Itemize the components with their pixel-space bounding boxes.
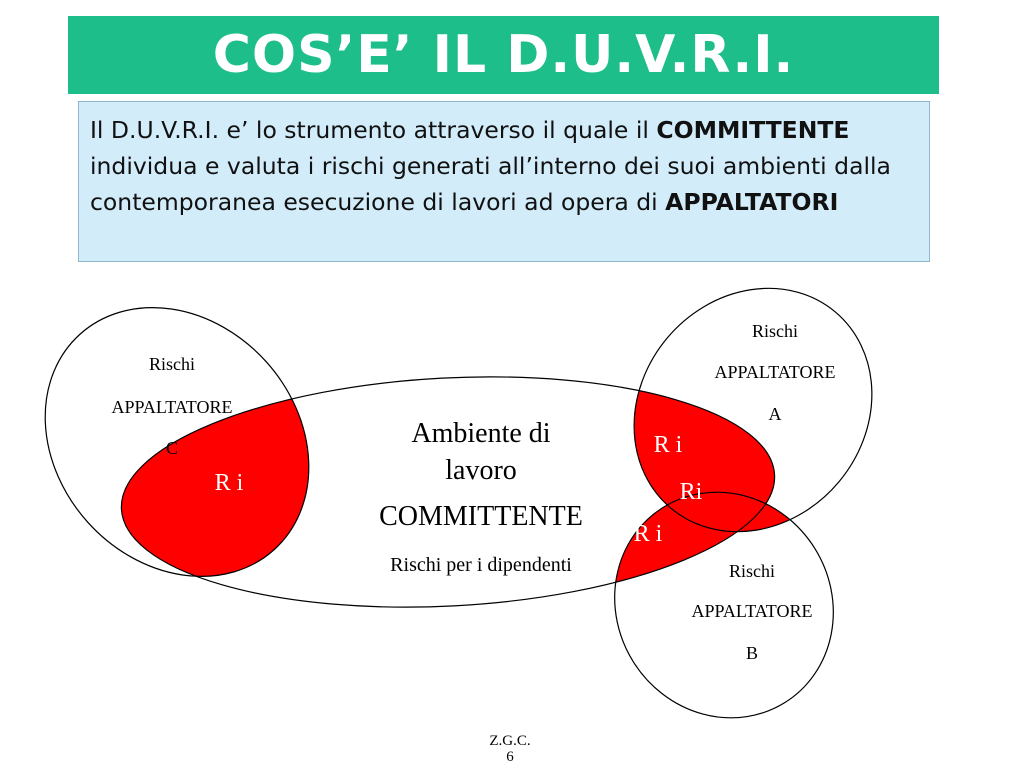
appaltatore-b-label-1: Rischi xyxy=(728,561,776,581)
appaltatore-c-label-2: APPALTATORE xyxy=(111,397,233,417)
overlap-label-ab: Ri xyxy=(679,479,703,505)
committente-label-1: Ambiente di xyxy=(411,418,551,449)
appaltatore-a-label-2: APPALTATORE xyxy=(714,362,836,382)
overlap-regions xyxy=(0,240,921,759)
page-title: COS’E’ IL D.U.V.R.I. xyxy=(212,25,795,85)
definition-text-1: Il D.U.V.R.I. e’ lo strumento attraverso il quale il xyxy=(90,116,657,144)
appaltatore-b-label-3: B xyxy=(745,643,759,663)
footer-author: Z.G.C. xyxy=(489,733,531,749)
appaltatore-a-label-1: Rischi xyxy=(751,321,799,341)
footer xyxy=(470,733,550,765)
definition-bold-committente: COMMITTENTE xyxy=(656,116,850,144)
committente-label-2: lavoro xyxy=(445,455,517,486)
definition-bold-appaltatori: APPALTATORI xyxy=(665,188,839,216)
appaltatore-a-label-3: A xyxy=(768,404,782,424)
appaltatore-c-label-1: Rischi xyxy=(148,354,196,374)
overlap-label-b: R i xyxy=(633,521,663,547)
overlap-label-a: R i xyxy=(653,432,683,458)
committente-sub-label: Rischi per i dipendenti xyxy=(390,554,572,576)
committente-label-3: COMMITTENTE xyxy=(379,501,583,532)
appaltatore-c-label-3: C xyxy=(165,438,179,458)
appaltatore-b-label-2: APPALTATORE xyxy=(691,601,813,621)
definition-text-2: individua e valuta i rischi generati all’interno dei suoi ambienti dalla contemporanea esecuzione di lavori ad opera di xyxy=(90,152,891,216)
slide-number: 6 xyxy=(506,749,514,765)
overlap-label-c: R i xyxy=(214,470,244,496)
